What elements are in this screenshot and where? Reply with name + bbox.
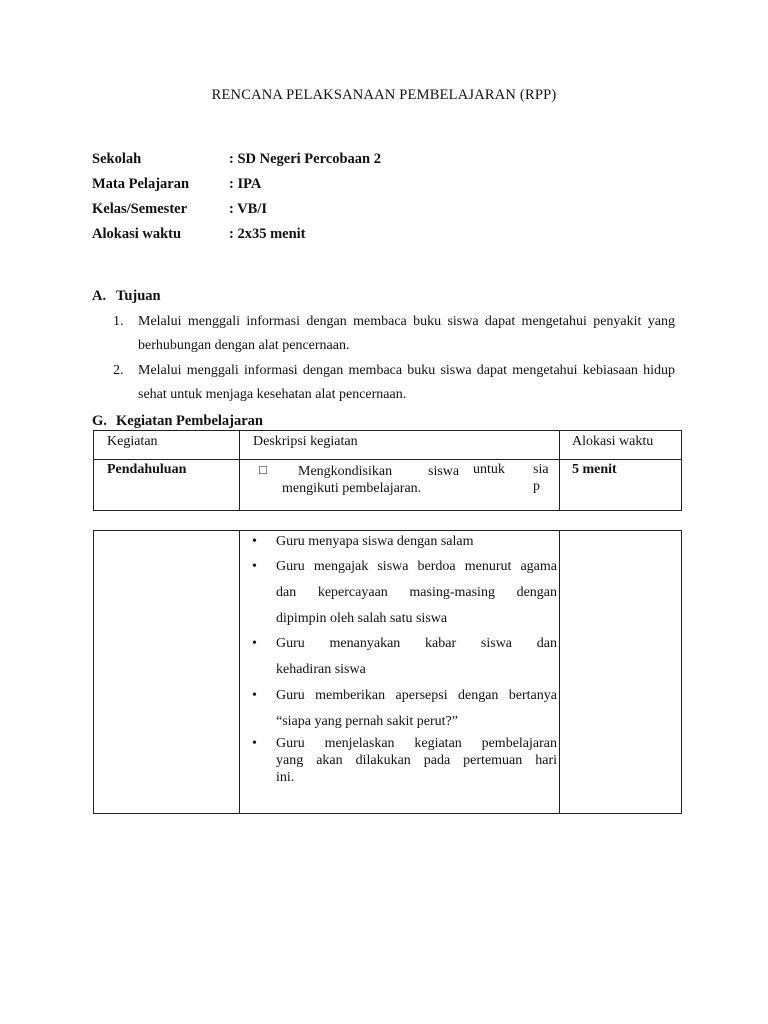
list-item [250,735,557,786]
item-text: Melalui menggali informasi dengan membaca buku siswa dapat mengetahui kebiasaan hidup sehat untuk menjaga kesehatan alat pencernaan. [138,363,675,402]
info-label: Kelas/Semester [92,201,188,217]
desc-word: untuk [473,462,505,477]
checkbox-icon: □ [259,462,267,477]
desc-word: p [533,479,540,494]
list-item-text: yang akan dilakukan pada pertemuan hari [276,753,557,768]
cell-alokasi: 5 menit [572,462,617,477]
bullet-icon: • [252,636,257,651]
info-value: : VB/I [229,201,268,217]
desc-word: Mengkondisikan [298,464,393,479]
list-item [250,554,557,632]
table-divider [559,530,560,814]
list-item-text: “siapa yang pernah sakit perut?” [276,714,458,729]
list-item-text: dipimpin oleh salah satu siswa [276,611,448,626]
bullet-icon: • [252,534,257,549]
section-title: Tujuan [116,288,161,304]
list-item-text: kehadiran siswa [276,662,366,677]
list-item-text: dan kepercayaan masing-masing dengan [276,585,557,600]
desc-line: mengikuti pembelajaran. [282,481,422,496]
info-label: Alokasi waktu [92,226,182,242]
info-label: Sekolah [92,151,142,167]
bullet-icon: • [252,736,257,751]
item-number: 2. [113,363,124,378]
bullet-icon: • [252,688,257,703]
list-item-text: Guru menanyakan kabar siswa dan [276,636,557,651]
list-item-text: Guru menjelaskan kegiatan pembelajaran [276,736,557,751]
bullet-icon: • [252,559,257,574]
desc-word: siswa [428,464,460,479]
header-deskripsi: Deskripsi kegiatan [253,434,358,449]
list-item-text: ini. [276,770,295,785]
table-divider [239,430,240,511]
item-number: 1. [113,314,124,329]
table-divider [239,530,240,814]
header-kegiatan: Kegiatan [107,434,158,449]
list-item-text: Guru mengajak siswa berdoa menurut agama [276,559,557,574]
info-value: : IPA [229,176,262,192]
info-value: : SD Negeri Percobaan 2 [229,151,381,167]
list-item-text: Guru menyapa siswa dengan salam [276,534,474,549]
cell-kegiatan-pendahuluan: Pendahuluan [107,462,187,477]
tujuan-item-1 [113,310,675,358]
header-alokasi: Alokasi waktu [572,434,654,449]
section-heading-kegiatan [92,413,263,430]
section-letter: A. [92,288,107,304]
info-label: Mata Pelajaran [92,176,190,192]
table-divider [93,459,682,460]
page-title: RENCANA PELAKSANAAN PEMBELAJARAN (RPP) [211,87,557,103]
desc-word: sia [533,462,549,477]
section-heading-tujuan [92,288,161,305]
list-item [250,683,557,735]
tujuan-item-2 [113,359,675,407]
list-item-text: Guru memberikan apersepsi dengan bertanya [276,688,557,703]
item-text: Melalui menggali informasi dengan membaca buku siswa dapat mengetahui penyakit yang berhubungan dengan alat pencernaan. [138,314,675,353]
table-divider [559,430,560,511]
info-value: : 2x35 menit [229,226,306,242]
list-item [250,533,557,550]
section-title: Kegiatan Pembelajaran [116,413,263,429]
section-letter: G. [92,413,107,429]
list-item [250,631,557,683]
